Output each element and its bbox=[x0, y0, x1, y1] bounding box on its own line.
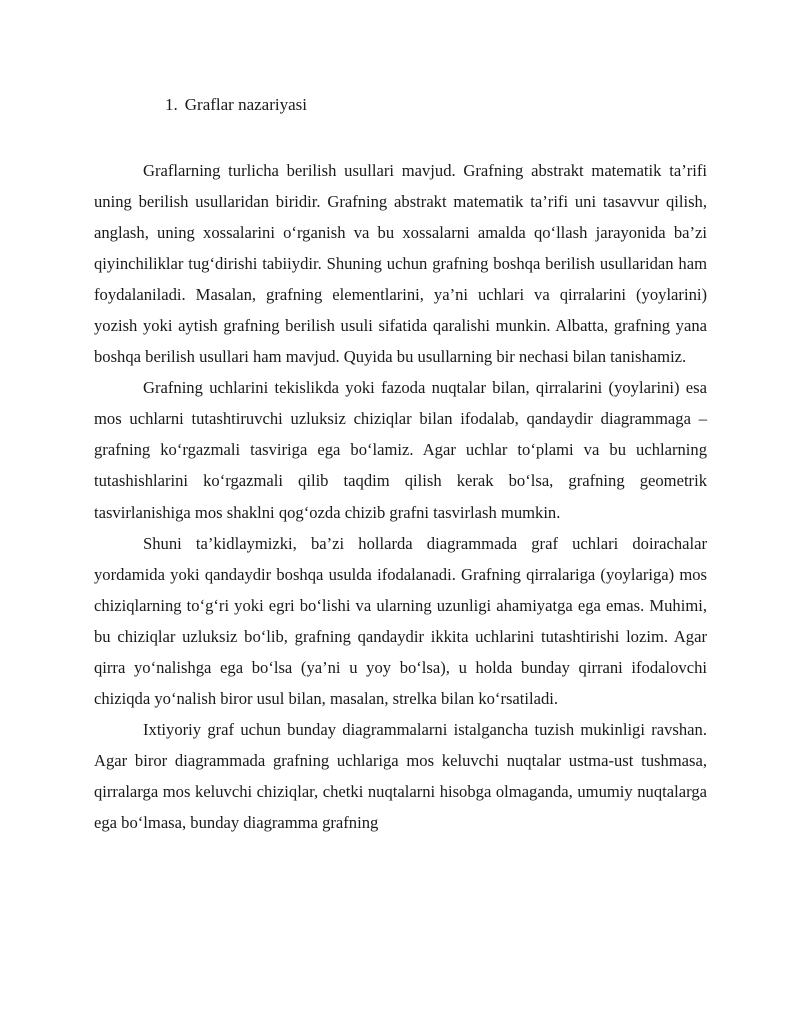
paragraph: Grafning uchlarini tekislikda yoki fazoda nuqtalar bilan, qirralarini (yoylarini) esa mos uchlarni tutashtiruvchi uzluksiz chiziqlar bilan ifodalab, qandaydir diagrammaga – grafning ko‘rgazmali tasviriga ega bo‘lamiz. Agar uchlar to‘plami va bu uchlarning tutashishlarini ko‘rgazmali qilib taqdim qilish kerak bo‘lsa, grafning geometrik tasvirlanishiga mos shaklni qog‘ozda chizib grafni tasvirlash mumkin. bbox=[94, 378, 707, 522]
section-number: 1. bbox=[165, 95, 178, 114]
paragraph: Graflarning turlicha berilish usullari mavjud. Grafning abstrakt matematik ta’rifi uning berilish usullaridan biridir. Grafning abstrakt matematik ta’rifi uni tasavvur qilish, anglash, uning xossalarini o‘rganish va bu xossalarni amalda qo‘llash jarayonida ba’zi qiyinchiliklar tug‘dirishi tabiiydir. Shuning uchun grafning boshqa berilish usullaridan ham foydalaniladi. Masalan, grafning elementlarini, ya’ni uchlari va qirralarini (yoylarini) yozish yoki aytish grafning berilish usuli sifatida qaralishi munkin. Albatta, grafning yana boshqa berilish usullari ham mavjud. Quyida bu usullarning bir nechasi bilan tanishamiz. bbox=[94, 161, 707, 367]
paragraph: Shuni ta’kidlaymizki, ba’zi hollarda diagrammada graf uchlari doirachalar yordamida yoki qandaydir boshqa usulda ifodalanadi. Grafning qirralariga (yoylariga) mos chiziqlarning to‘g‘ri yoki egri bo‘lishi va ularning uzunligi ahamiyatga ega emas. Muhimi, bu chiziqlar uzluksiz bo‘lib, grafning qandaydir ikkita uchlarini tutashtirishi lozim. Agar qirra yo‘nalishga ega bo‘lsa (ya’ni u yoy bo‘lsa), u holda bunday qirrani ifodalovchi chiziqda yo‘nalish biror usul bilan, masalan, strelka bilan ko‘rsatiladi. bbox=[94, 533, 707, 708]
document-body bbox=[94, 155, 707, 838]
section-title: Graflar nazariyasi bbox=[184, 95, 307, 114]
paragraph: Ixtiyoriy graf uchun bunday diagrammalarni istalgancha tuzish mukinligi ravshan. Agar biror diagrammada grafning uchlariga mos keluvchi nuqtalar ustma-ust tushmasa, qirralarga mos keluvchi chiziqlar, chetki nuqtalarni hisobga olmaganda, umumiy nuqtalarga ega bo‘lmasa, bunday diagramma grafning bbox=[94, 719, 707, 832]
section-heading bbox=[165, 93, 307, 117]
